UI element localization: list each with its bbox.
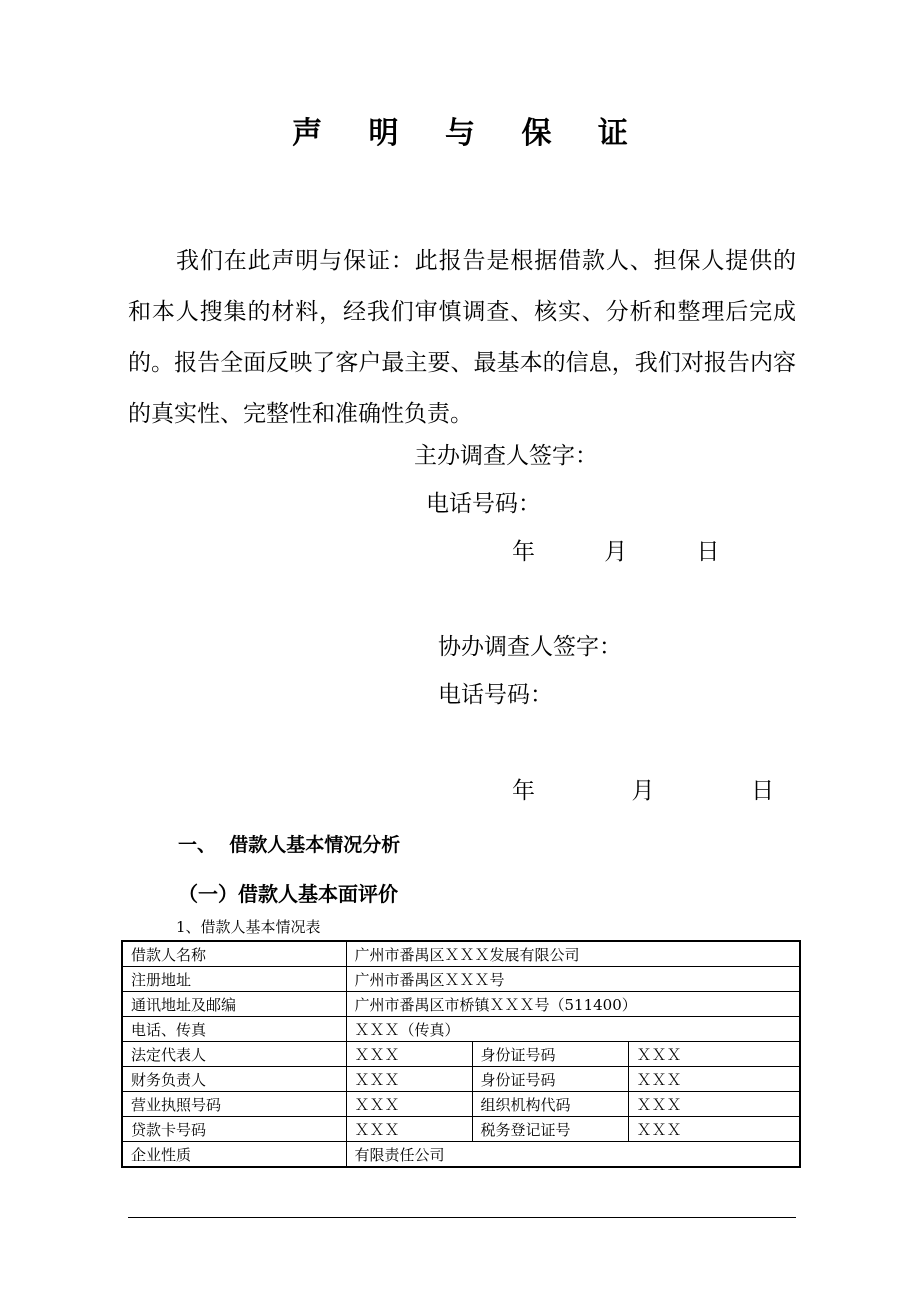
table-row xyxy=(122,941,800,967)
row-value: 广州市番禺区ＸＸＸ发展有限公司 xyxy=(346,941,800,967)
row-value: ＸＸＸ xyxy=(628,1042,800,1067)
assist-investigator-date: 年 月 日 xyxy=(512,778,775,804)
row-label: 通讯地址及邮编 xyxy=(122,992,346,1017)
row-label: 组织机构代码 xyxy=(472,1092,628,1117)
table-row xyxy=(122,1092,800,1117)
borrower-info-table xyxy=(121,940,801,1168)
main-investigator-date: 年 月 日 xyxy=(512,539,720,565)
row-label: 税务登记证号 xyxy=(472,1117,628,1142)
main-investigator-phone-label: 电话号码： xyxy=(426,491,541,517)
table-row xyxy=(122,992,800,1017)
row-label: 身份证号码 xyxy=(472,1067,628,1092)
assist-investigator-signature-label: 协办调查人签字： xyxy=(438,634,622,660)
row-label: 电话、传真 xyxy=(122,1017,346,1042)
table-row xyxy=(122,1067,800,1092)
footer-divider xyxy=(128,1217,796,1218)
table-row xyxy=(122,967,800,992)
row-value: ＸＸＸ xyxy=(346,1117,472,1142)
row-label: 企业性质 xyxy=(122,1142,346,1168)
table-row xyxy=(122,1142,800,1168)
row-value: 有限责任公司 xyxy=(346,1142,800,1168)
row-label: 财务负责人 xyxy=(122,1067,346,1092)
assist-investigator-phone-label: 电话号码： xyxy=(438,682,553,708)
row-value: 广州市番禺区市桥镇ＸＸＸ号（511400） xyxy=(346,992,800,1017)
page-title: 声 明 与 保 证 xyxy=(292,116,646,151)
main-investigator-signature-label: 主办调查人签字： xyxy=(414,443,598,469)
table-caption: 1、借款人基本情况表 xyxy=(176,918,321,936)
row-value: ＸＸＸ xyxy=(628,1067,800,1092)
row-label: 贷款卡号码 xyxy=(122,1117,346,1142)
row-label: 注册地址 xyxy=(122,967,346,992)
row-label: 营业执照号码 xyxy=(122,1092,346,1117)
row-value: ＸＸＸ xyxy=(346,1042,472,1067)
row-label: 身份证号码 xyxy=(472,1042,628,1067)
declaration-paragraph: 我们在此声明与保证：此报告是根据借款人、担保人提供的和本人搜集的材料，经我们审慎调查、核实、分析和整理后完成的。报告全面反映了客户最主要、最基本的信息，我们对报告内容的真实性、完整性和准确性负责。 xyxy=(128,248,796,427)
row-value: ＸＸＸ xyxy=(628,1117,800,1142)
row-value: 广州市番禺区ＸＸＸ号 xyxy=(346,967,800,992)
table-row xyxy=(122,1017,800,1042)
subsection-heading: （一）借款人基本面评价 xyxy=(178,882,398,906)
row-value: ＸＸＸ（传真） xyxy=(346,1017,800,1042)
row-label: 借款人名称 xyxy=(122,941,346,967)
section-heading: 一、 借款人基本情况分析 xyxy=(178,834,401,856)
table-row xyxy=(122,1117,800,1142)
row-value: ＸＸＸ xyxy=(346,1067,472,1092)
row-value: ＸＸＸ xyxy=(628,1092,800,1117)
table-row xyxy=(122,1042,800,1067)
row-label: 法定代表人 xyxy=(122,1042,346,1067)
row-value: ＸＸＸ xyxy=(346,1092,472,1117)
